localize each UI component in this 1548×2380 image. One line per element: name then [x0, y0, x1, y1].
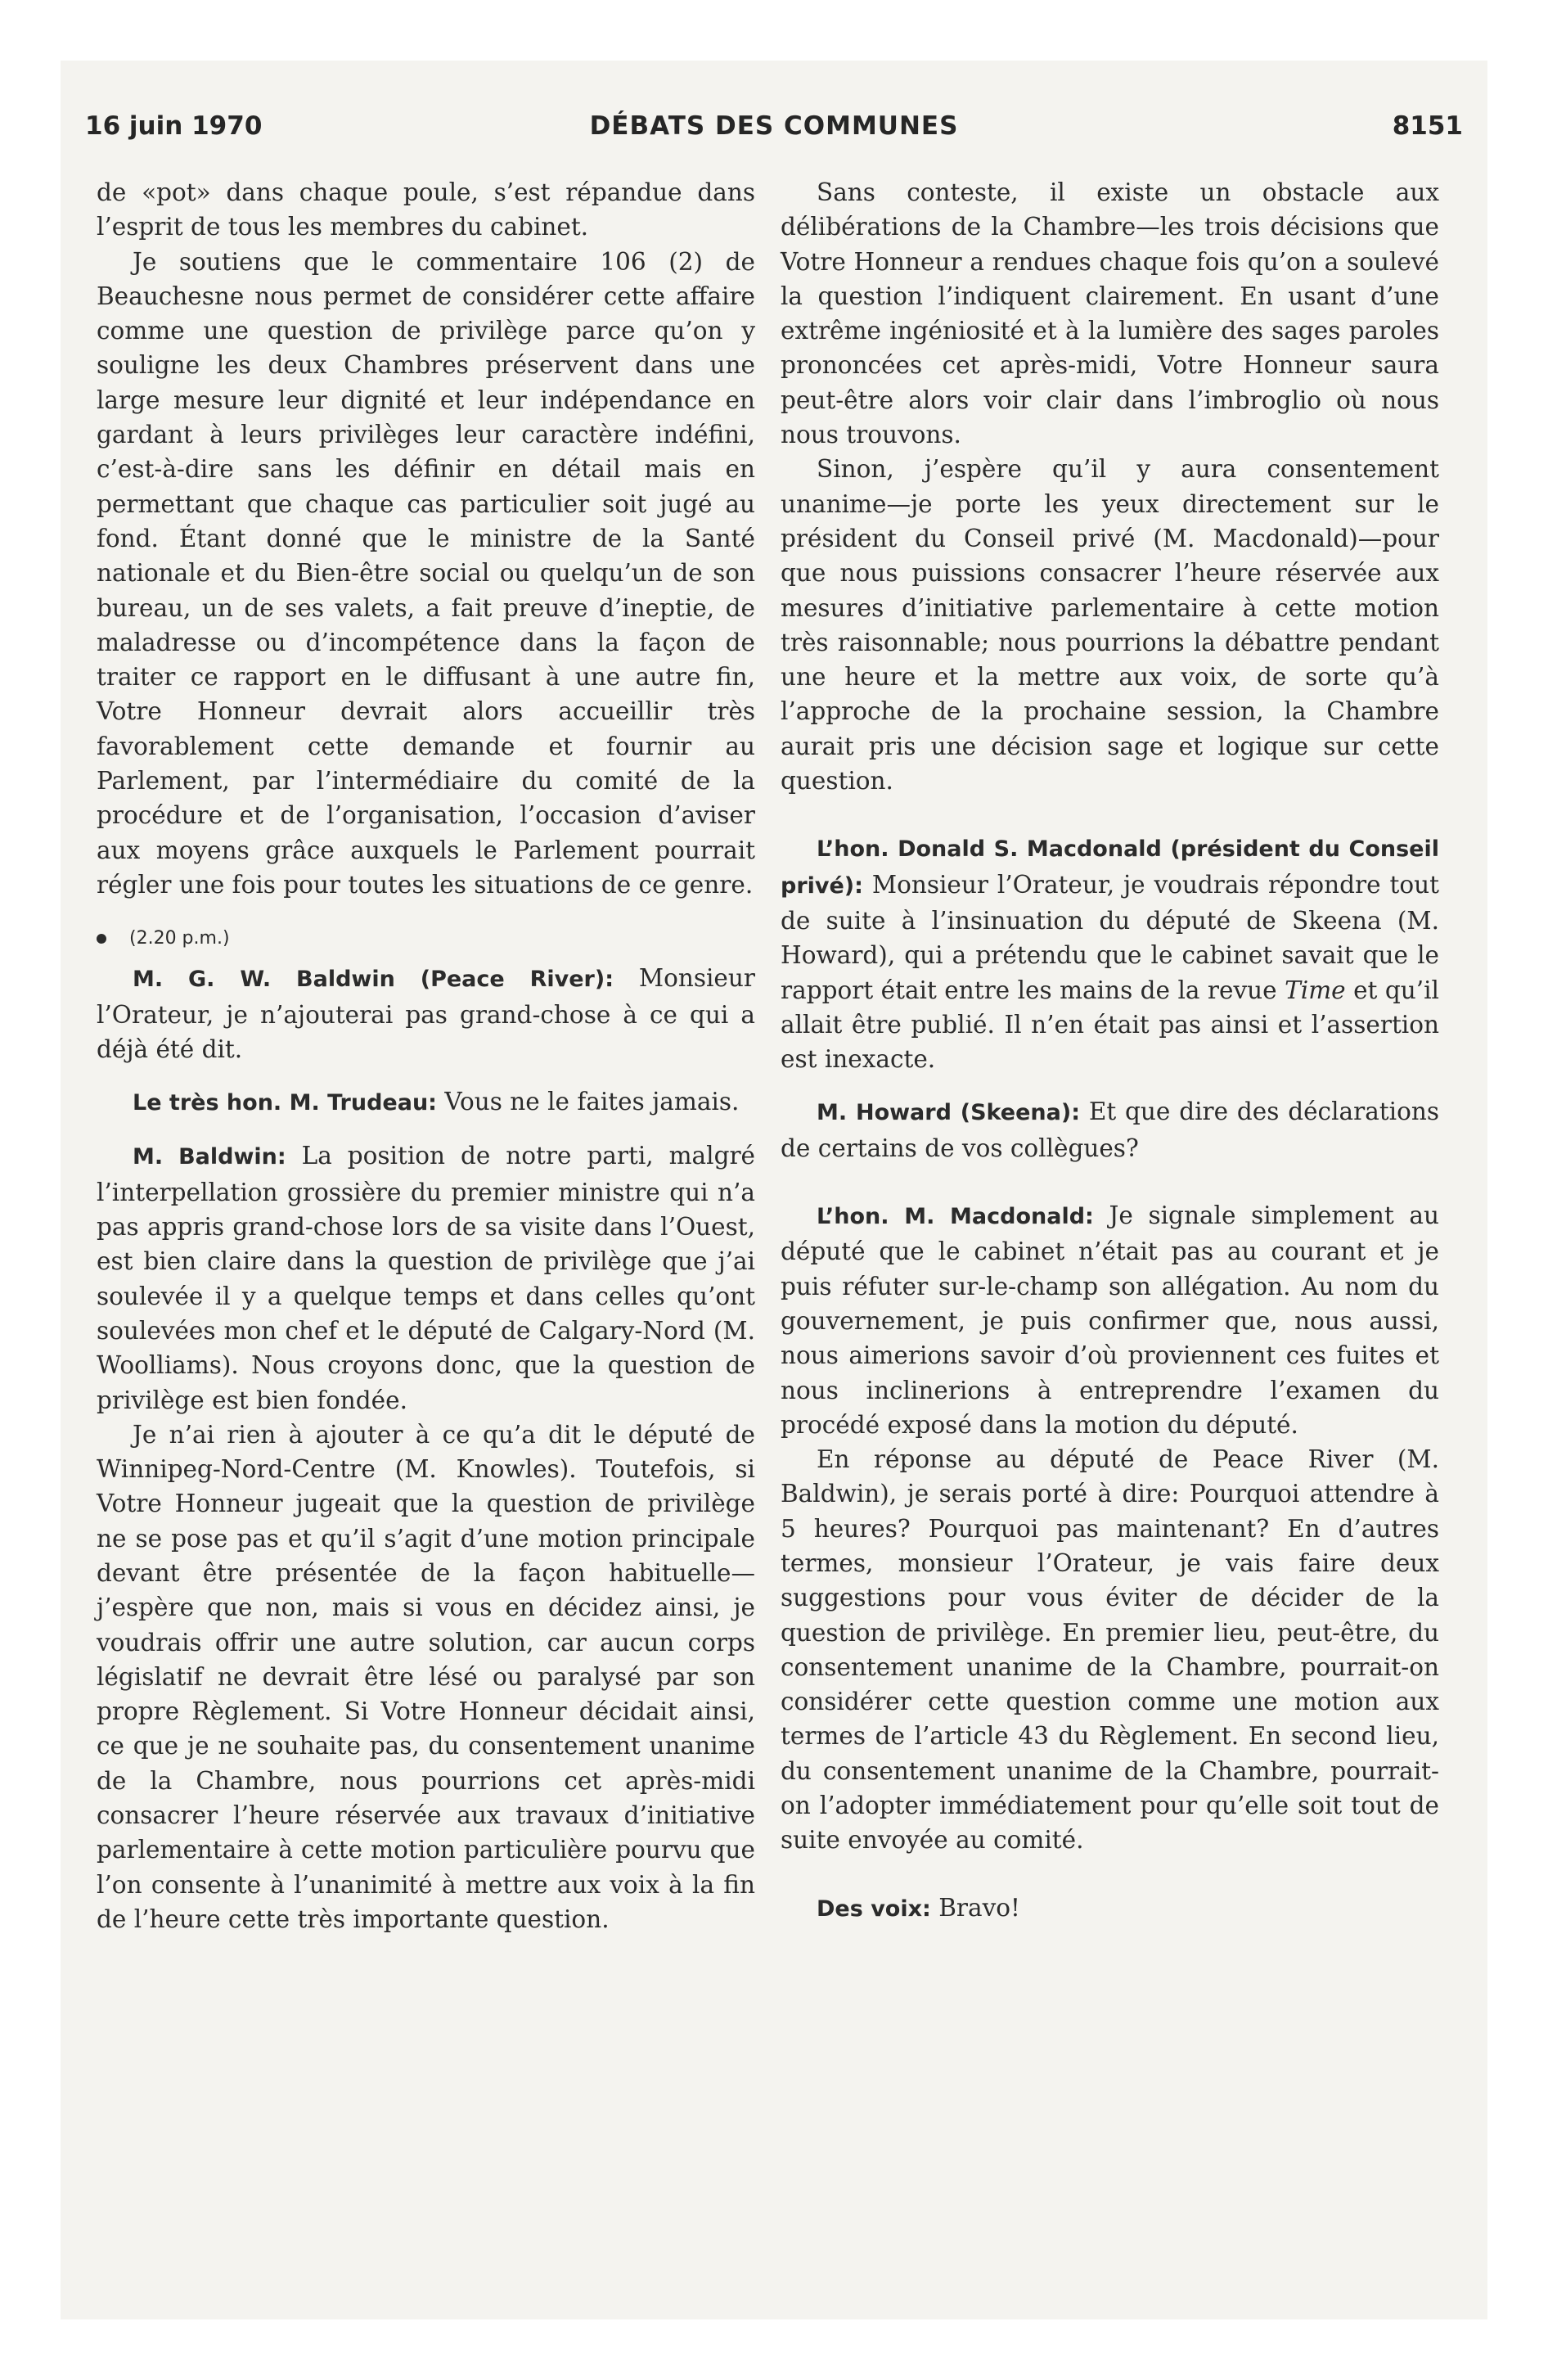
magazine-title: Time — [1285, 976, 1346, 1004]
time-text: (2.20 p.m.) — [129, 928, 230, 949]
speech-text: et qu’il allait être publié. Il n’en était pas ainsi et l’assertion est inexacte. — [781, 976, 1439, 1074]
speaker-name: M. G. W. Baldwin (Peace River): — [133, 967, 614, 993]
bullet-icon — [97, 934, 106, 944]
speech-text: Vous ne le faites jamais. — [444, 1088, 740, 1116]
page-header — [85, 111, 1463, 152]
header-title: DÉBATS DES COMMUNES — [589, 111, 959, 141]
speech-paragraph — [781, 831, 1439, 1076]
speech-paragraph — [781, 1094, 1439, 1165]
speech-text: Et que dire des déclarations de certains de vos collègues? — [781, 1098, 1439, 1162]
speaker-name: M. Baldwin: — [133, 1144, 286, 1170]
speaker-name: Le très hon. M. Trudeau: — [133, 1090, 437, 1116]
speech-text: Je signale simplement au député que le cabinet n’était pas au courant et je puis réfuter sur-le-champ son allégation. Au nom du gouvernement, je puis confirmer que, nous aussi, nous aimerions savoir d’où proviennent ces fuites et nous inclinerions à entreprendre l’examen du procédé exposé dans la motion du député. — [781, 1201, 1439, 1439]
speech-text: Monsieur l’Orateur, je n’ajouterai pas grand-chose à ce qui a déjà été dit. — [97, 964, 755, 1063]
speaker-name: Des voix: — [817, 1895, 931, 1922]
time-marker — [97, 926, 755, 951]
paragraph: Je n’ai rien à ajouter à ce qu’a dit le député de Winnipeg-Nord-Centre (M. Knowles). Toutefois, si Votre Honneur jugeait que la question de privilège ne se pose pas et qu’il s’agit d’une motion principale devant être présentée de la façon habituelle—j’espère que non, mais si vous en décidez ainsi, je voudrais offrir une autre solution, car aucun corps législatif ne devrait être lésé ou paralysé par son propre Règlement. Si Votre Honneur décidait ainsi, ce que je ne souhaite pas, du consentement unanime de la Chambre, nous pourrions cet après-midi consacrer l’heure réservée aux travaux d’initiative parlementaire à cette motion particulière pourvu que l’on consente à l’unanimité à mettre aux voix à la fin de l’heure cette très importante question. — [97, 1420, 755, 1933]
speaker-name: L’hon. M. Macdonald: — [817, 1204, 1094, 1230]
speech-text: Monsieur l’Orateur, je voudrais répondre tout de suite à l’insinuation du député de Skeena (M. Howard), qui a prétendu que le cabinet savait que le rapport était entre les mains de la revue — [781, 870, 1439, 1004]
speech-paragraph — [97, 1084, 755, 1120]
right-column — [781, 175, 1439, 1927]
speech-paragraph — [781, 1198, 1439, 1442]
paragraph: En réponse au député de Peace River (M. Baldwin), je serais porté à dire: Pourquoi attendre à 5 heures? Pourquoi pas maintenant? En d’autres termes, monsieur l’Orateur, je vais faire deux suggestions pour vous éviter de décider de la question de privilège. En premier lieu, peut-être, du consentement unanime de la Chambre, pourrait-on considérer cette question comme une motion aux termes de l’article 43 du Règlement. En second lieu, du consentement unanime de la Chambre, pourrait-on l’adopter immédiatement pour qu’elle soit tout de suite envoyée au comité. — [781, 1445, 1439, 1855]
speech-paragraph — [97, 961, 755, 1066]
header-page-number: 8151 — [1392, 111, 1463, 141]
paragraph: de «pot» dans chaque poule, s’est répandue dans l’esprit de tous les membres du cabinet. — [97, 178, 755, 241]
speech-text: La position de notre parti, malgré l’interpellation grossière du premier ministre qui n’a pas appris grand-chose lors de sa visite dans l’Ouest, est bien claire dans la question de privilège que j’ai soulevée il y a quelque temps et dans celles qu’ont soulevées mon chef et le député de Calgary-Nord (M. Woolliams). Nous croyons donc, que la question de privilège est bien fondée. — [97, 1142, 756, 1414]
left-column — [97, 175, 755, 1936]
speech-paragraph — [97, 1138, 755, 1417]
header-date: 16 juin 1970 — [85, 111, 263, 141]
speaker-name: L’hon. Donald S. Macdonald (président du Conseil privé): — [781, 836, 1439, 899]
speech-paragraph — [781, 1891, 1439, 1927]
speaker-name: M. Howard (Skeena): — [817, 1100, 1080, 1126]
speech-text: Bravo! — [938, 1893, 1020, 1922]
paragraph: Sinon, j’espère qu’il y aura consentement unanime—je porte les yeux directement sur le président du Conseil privé (M. Macdonald)—pour que nous puissions consacrer l’heure réservée aux mesures d’initiative parlementaire à cette motion très raisonnable; nous pourrions la débattre pendant une heure et la mettre aux voix, de sorte qu’à l’approche de la prochaine session, la Chambre aurait pris une décision sage et logique sur cette question. — [781, 455, 1439, 796]
document-page — [61, 61, 1487, 2319]
paragraph: Je soutiens que le commentaire 106 (2) de Beauchesne nous permet de considérer cette affaire comme une question de privilège parce qu’on y souligne les deux Chambres préservent dans une large mesure leur dignité et leur indépendance en gardant à leurs privilèges leur caractère indéfini, c’est-à-dire sans les définir en détail mais en permettant que chaque cas particulier soit jugé au fond. Étant donné que le ministre de la Santé nationale et du Bien-être social ou quelqu’un de son bureau, un de ses valets, a fait preuve d’ineptie, de maladresse ou d’incompétence dans la façon de traiter ce rapport en le diffusant à une autre fin, Votre Honneur devrait alors accueillir très favorablement cette demande et fournir au Parlement, par l’intermédiaire du comité de la procédure et de l’organisation, l’occasion d’aviser aux moyens grâce auxquels le Parlement pourrait régler une fois pour toutes les situations de ce genre. — [97, 247, 755, 899]
paragraph: Sans conteste, il existe un obstacle aux délibérations de la Chambre—les trois décisions que Votre Honneur a rendues chaque fois qu’on a soulevé la question l’indiquent clairement. En usant d’une extrême ingéniosité et à la lumière des sages paroles prononcées cet après-midi, Votre Honneur saura peut-être alors voir clair dans l’imbroglio où nous nous trouvons. — [781, 178, 1439, 449]
